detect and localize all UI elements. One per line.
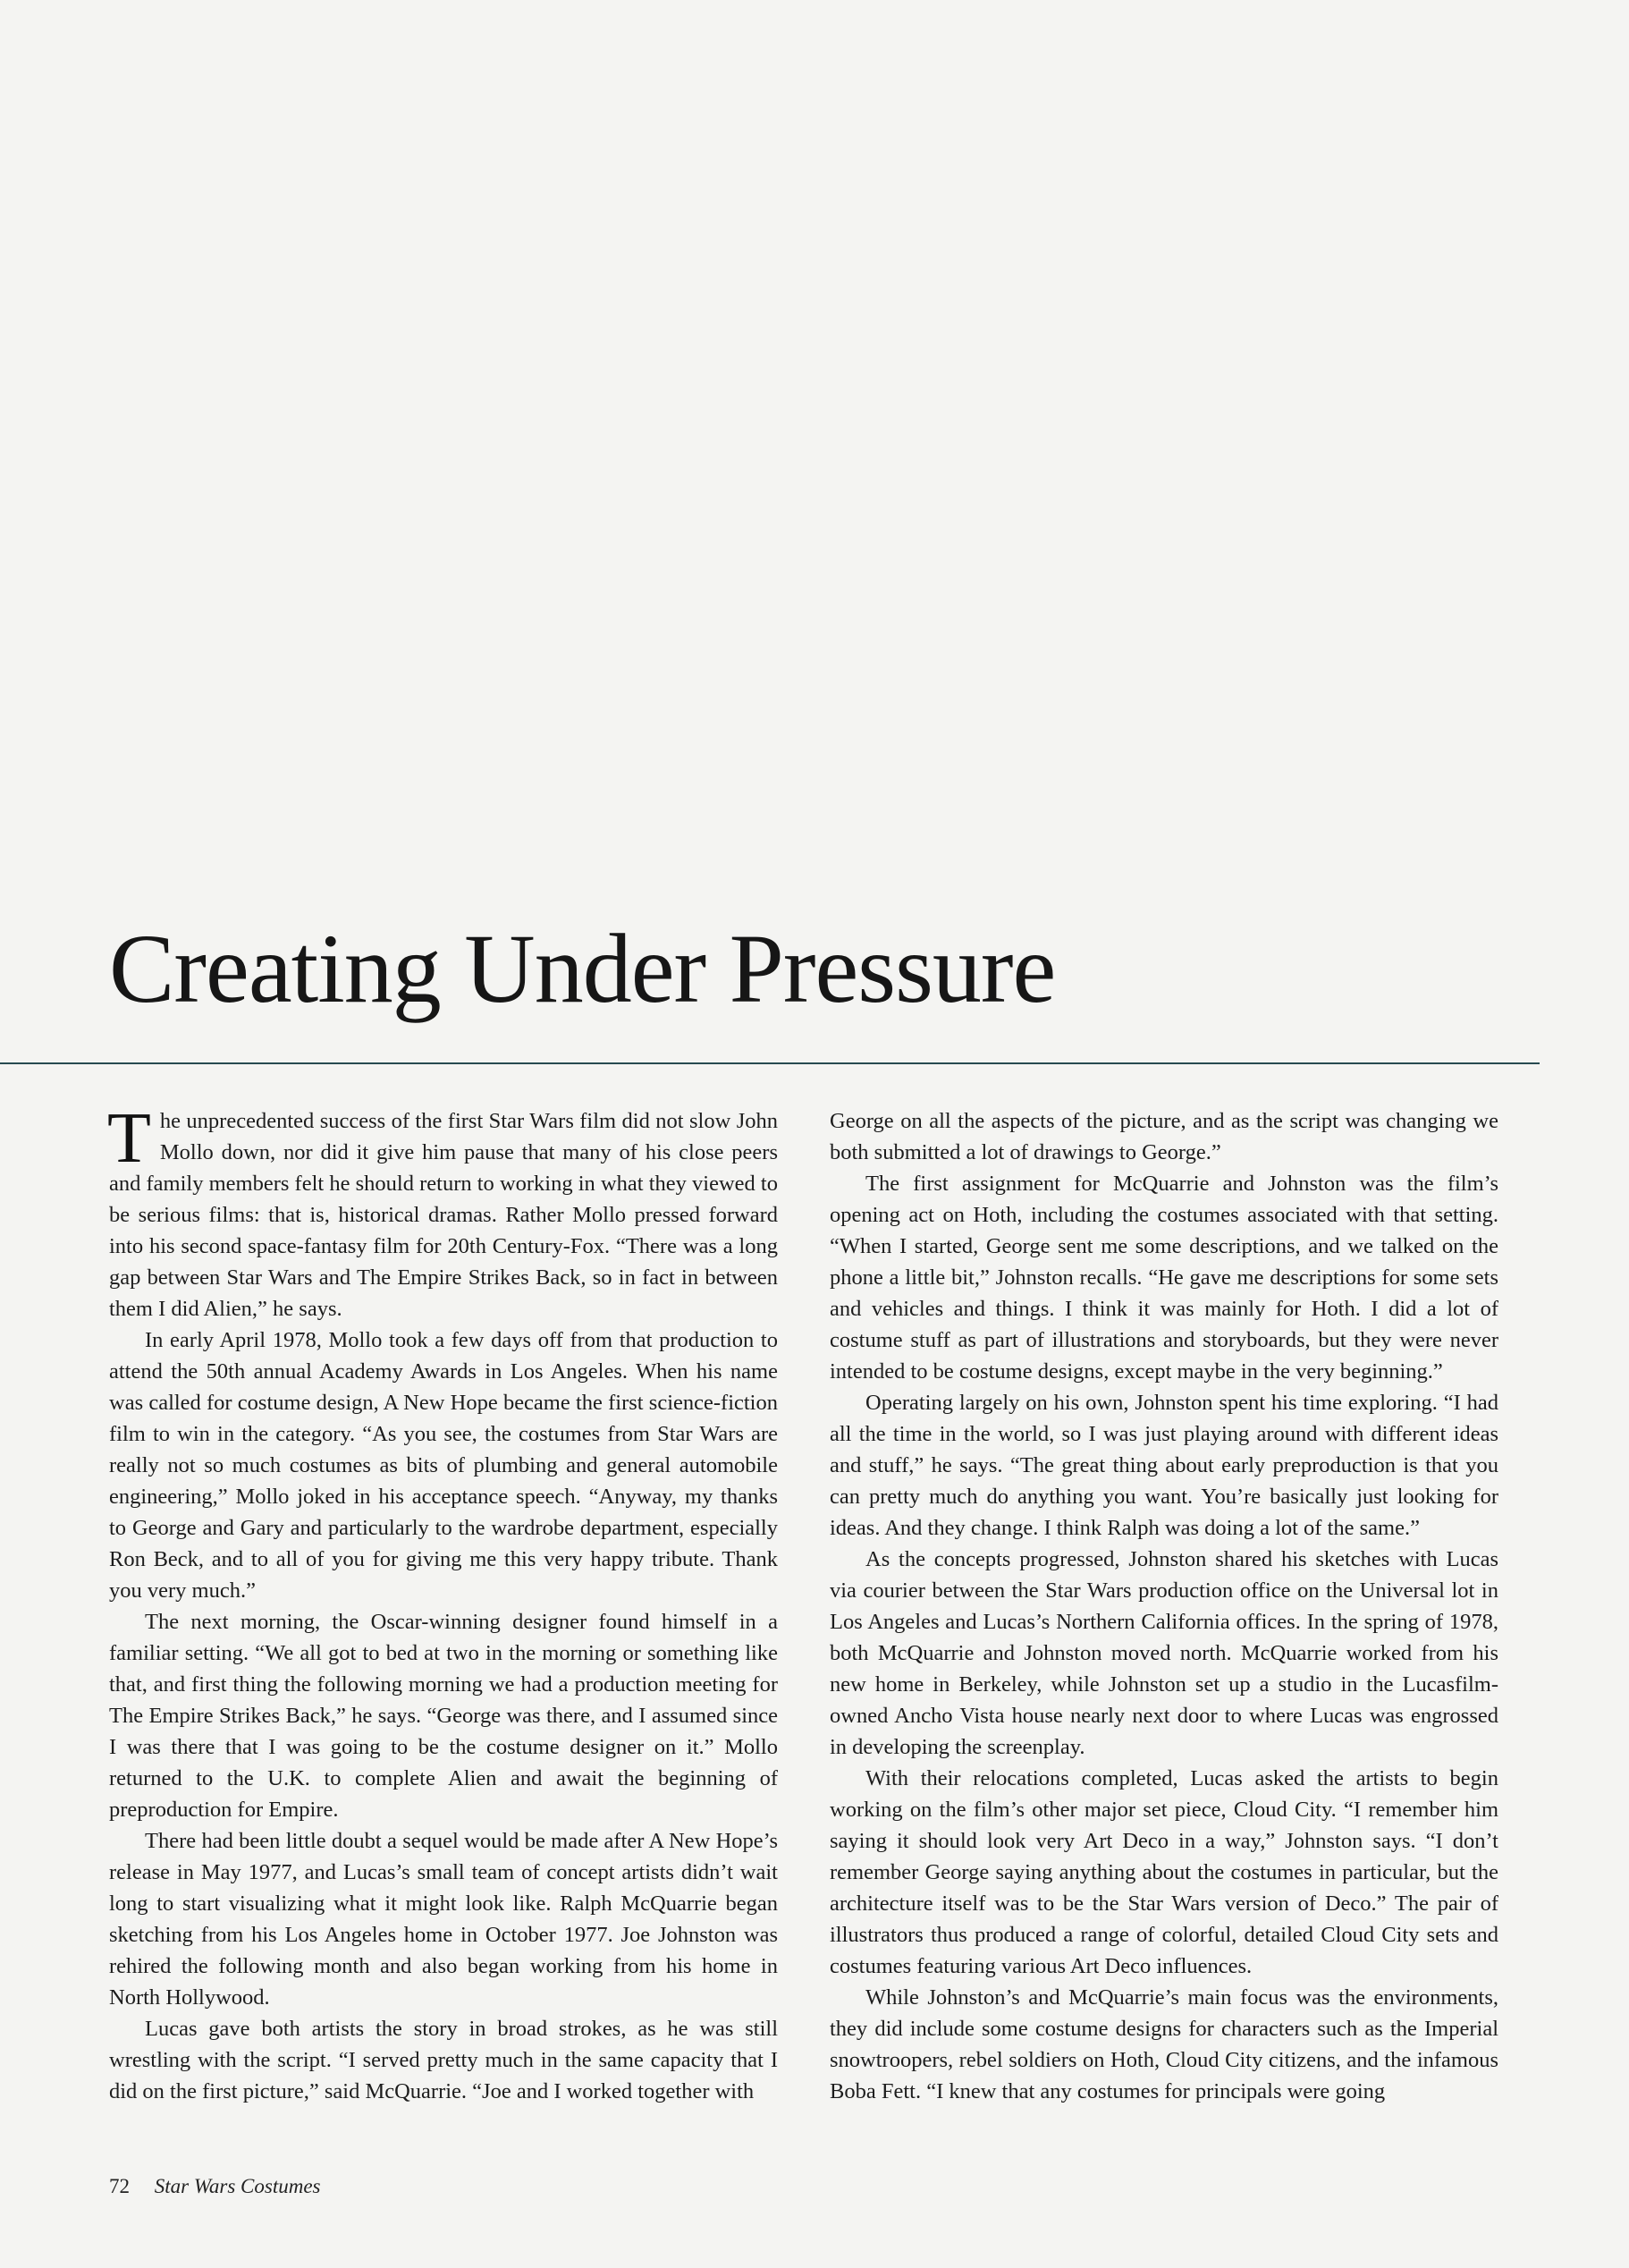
page-footer: [109, 2175, 321, 2198]
paragraph: In early April 1978, Mollo took a few days off from that production to attend the 50th annual Academy Awards in Los Angeles. When his name was called for costume design, A New Hope became the first science-fiction film to win in the category. “As you see, the costumes from Star Wars are really not so much costumes as bits of plumbing and general automobile engineering,” Mollo joked in his acceptance speech. “Anyway, my thanks to George and Gary and particularly to the wardrobe department, especially Ron Beck, and to all of you for giving me this very happy tribute. Thank you very much.”: [109, 1328, 778, 1603]
paragraph: While Johnston’s and McQuarrie’s main focus was the environments, they did include some costume designs for characters such as the Imperial snowtroopers, rebel soldiers on Hoth, Cloud City citizens, and the infamous Boba Fett. “I knew that any costumes for principals were going: [830, 1985, 1498, 2103]
paragraph: The first assignment for McQuarrie and Johnston was the film’s opening act on Hoth, including the costumes associated with that setting. “When I started, George sent me some descriptions, and we talked on the phone a little bit,” Johnston recalls. “He gave me descriptions for some sets and vehicles and things. I think it was mainly for Hoth. I did a lot of costume stuff as part of illustrations and storyboards, but they were never intended to be costume designs, except maybe in the very beginning.”: [830, 1172, 1498, 1384]
opening-paragraph: [107, 1099, 778, 1324]
running-title: Star Wars Costumes: [154, 2175, 321, 2197]
paragraph: With their relocations completed, Lucas asked the artists to begin working on the film’s other major set piece, Cloud City. “I remember him saying it should look very Art Deco in a way,” Johnston says. “I don’t remember George saying anything about the costumes in particular, but the architecture itself was to be the Star Wars version of Deco.” The pair of illustrators thus produced a range of colorful, detailed Cloud City sets and costumes featuring various Art Deco influences.: [830, 1766, 1498, 1978]
paragraph: There had been little doubt a sequel would be made after A New Hope’s release in May 1977, and Lucas’s small team of concept artists didn’t wait long to start visualizing what it might look like. Ralph McQuarrie began sketching from his Los Angeles home in October 1977. Joe Johnston was rehired the following month and also began working from his home in North Hollywood.: [109, 1829, 778, 2010]
continued-paragraph: George on all the aspects of the picture, and as the script was changing we both submitted a lot of drawings to George.”: [830, 1109, 1498, 1164]
paragraph: Lucas gave both artists the story in broad strokes, as he was still wrestling with the script. “I served pretty much in the same capacity that I did on the first picture,” said McQuarrie. “Joe and I worked together with: [109, 2017, 778, 2103]
drop-cap: T: [107, 1099, 151, 1178]
paragraph: Operating largely on his own, Johnston spent his time exploring. “I had all the time in the world, so I was just playing around with different ideas and stuff,” he says. “The great thing about early preproduction is that you can pretty much do anything you want. You’re basically just looking for ideas. And they change. I think Ralph was doing a lot of the same.”: [830, 1391, 1498, 1540]
title-divider: [0, 1062, 1540, 1064]
opening-paragraph-text: he unprecedented success of the first Star Wars film did not slow John Mollo down, nor did it give him pause that many of his close peers and family members felt he should return to working in what they viewed to be serious films: that is, historical dramas. Rather Mollo pressed forward into his second space-fantasy film for 20th Century-Fox. “There was a long gap between Star Wars and The Empire Strikes Back, so in fact in between them I did Alien,” he says.: [109, 1109, 778, 1321]
page-title: Creating Under Pressure: [109, 914, 1056, 1023]
paragraph: The next morning, the Oscar-winning designer found himself in a familiar setting. “We all got to bed at two in the morning or something like that, and first thing the following morning we had a production meeting for The Empire Strikes Back,” he says. “George was there, and I assumed since I was there that I was going to be the costume designer on it.” Mollo returned to the U.K. to complete Alien and await the beginning of preproduction for Empire.: [109, 1610, 778, 1822]
paragraph: As the concepts progressed, Johnston shared his sketches with Lucas via courier between the Star Wars production office on the Universal lot in Los Angeles and Lucas’s Northern California offices. In the spring of 1978, both McQuarrie and Johnston moved north. McQuarrie worked from his new home in Berkeley, while Johnston set up a studio in the Lucasfilm-owned Ancho Vista house nearly next door to where Lucas was engrossed in developing the screenplay.: [830, 1547, 1498, 1759]
page-number: 72: [109, 2175, 130, 2197]
right-column: [830, 1105, 1498, 2107]
left-column: [107, 1099, 778, 2107]
